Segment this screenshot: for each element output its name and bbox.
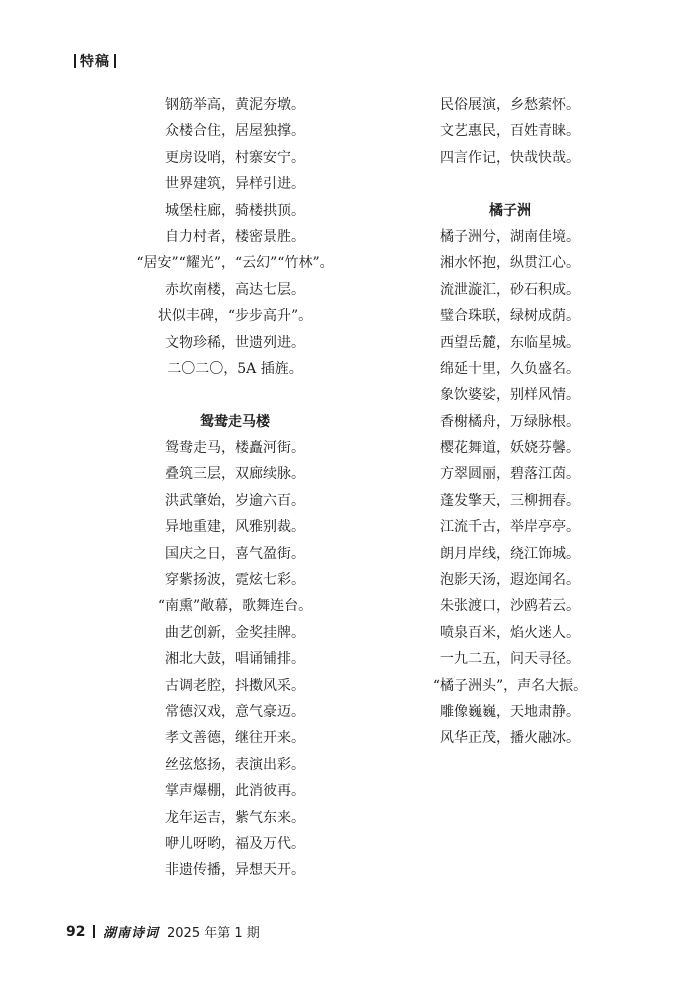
poem-line: 城堡柱廊，骑楼拱顶。 <box>165 202 305 219</box>
poem-line: 状似丰碑，“步步高升”。 <box>157 308 313 325</box>
poem-line: 世界建筑，异样引进。 <box>165 176 305 193</box>
poem-line: 自力村者，楼密景胜。 <box>165 228 305 245</box>
poem-line: 龙年运吉，紫气东来。 <box>165 809 305 826</box>
poem-line: 喷泉百米，焰火迷人。 <box>440 624 580 641</box>
poem-line: 樱花舞道，妖娆芬馨。 <box>440 440 580 457</box>
poem-line: 异地重建，风雅别裁。 <box>165 519 305 536</box>
left-poem-body <box>60 435 410 884</box>
poem-line: 文艺惠民，百姓青睐。 <box>440 123 580 140</box>
section-header <box>74 51 116 71</box>
poem-title: 橘子洲 <box>489 202 531 219</box>
poem-line: 赤坎南楼，高达七层。 <box>165 281 305 298</box>
poem-line: 一九二五，问天寻径。 <box>440 651 580 668</box>
poem-line: 孝文善德，继往开来。 <box>165 730 305 747</box>
poem-line: 古调老腔，抖擞风采。 <box>165 677 305 694</box>
header-bar-right <box>114 54 116 68</box>
header-bar-left <box>74 54 76 68</box>
right-column <box>385 92 635 752</box>
poem-line: 钢筋举高，黄泥夯墩。 <box>165 97 305 113</box>
left-column <box>60 92 410 884</box>
poem-line: 叠筑三层，双廊续脉。 <box>165 466 305 483</box>
poem-line: 方翠圆丽，碧落江茵。 <box>440 466 580 483</box>
poem-line: 更房设哨，村寨安宁。 <box>165 149 305 166</box>
poem-line: 曲艺创新，金奖挂牌。 <box>165 624 305 641</box>
poem-line: 国庆之日，喜气盈街。 <box>165 545 305 562</box>
poem-line: 西望岳麓，东临星城。 <box>440 334 580 351</box>
poem-line: 橘子洲兮，湖南佳境。 <box>440 228 580 245</box>
left-poem-continuation <box>60 92 410 382</box>
section-label: 特稿 <box>80 54 110 70</box>
poem-line: 朗月岸线，绕江饰城。 <box>440 545 580 562</box>
poem-line: “居安”“耀光”，“云幻”“竹林”。 <box>136 255 334 272</box>
poem-line: 湘北大鼓，唱诵铺排。 <box>165 651 305 668</box>
poem-line: 鸳鸯走马，楼矗河街。 <box>165 440 305 457</box>
right-poem-body <box>385 224 635 752</box>
poem-line: 象饮婆娑，别样风情。 <box>440 387 580 404</box>
poem-line: 常德汉戏，意气豪迈。 <box>165 703 305 720</box>
page-footer <box>66 922 260 941</box>
magazine-name: 湖南诗词 <box>102 926 159 941</box>
poem-line: 民俗展演，乡愁萦怀。 <box>440 97 580 113</box>
poem-line: 丝弦悠扬，表演出彩。 <box>165 756 305 773</box>
poem-line: 璧合珠联，绿树成荫。 <box>440 308 580 325</box>
poem-line: 穿紫扬波，霓炫七彩。 <box>165 572 305 589</box>
poem-line: 四言作记，快哉快哉。 <box>440 149 580 166</box>
poem-line: 咿儿呀哟，福及万代。 <box>165 835 305 852</box>
poem-line: 众楼合住，居屋独撑。 <box>165 123 305 140</box>
poem-line: 香榭橘舟，万绿脉根。 <box>440 413 580 430</box>
poem-line: 泡影天汤，遐迩闻名。 <box>440 572 580 589</box>
right-poem-continuation <box>385 92 635 171</box>
poem-line: 二〇二〇，5A 插旌。 <box>167 360 303 377</box>
poem-line: 掌声爆棚，此消彼再。 <box>165 783 305 800</box>
poem-line: 洪武肇始，岁逾六百。 <box>165 492 305 509</box>
poem-line: 风华正茂，播火融冰。 <box>440 730 580 747</box>
page-number: 92 <box>66 923 86 940</box>
issue-label: 2025 年第 1 期 <box>167 926 260 941</box>
poem-line: 朱张渡口，沙鸥若云。 <box>440 598 580 615</box>
poem-line: 流泄漩汇，砂石积成。 <box>440 281 580 298</box>
poem-line: 江流千古，举岸亭亭。 <box>440 519 580 536</box>
poem-line: 蓬发擎天，三柳拥春。 <box>440 492 580 509</box>
poem-line: 绵延十里，久负盛名。 <box>440 360 580 377</box>
poem-line: 湘水怀抱，纵贯江心。 <box>440 255 580 272</box>
poem-line: “南熏”敞幕，歌舞连台。 <box>157 598 313 615</box>
poem-title: 鸳鸯走马楼 <box>200 413 270 430</box>
poem-line: 雕像巍巍，天地肃静。 <box>440 703 580 720</box>
poem-line: 非遗传播，异想天开。 <box>165 862 305 879</box>
poem-line: 文物珍稀，世遗列进。 <box>165 334 305 351</box>
poem-line: “橘子洲头”，声名大振。 <box>432 677 588 694</box>
footer-divider <box>93 925 95 938</box>
